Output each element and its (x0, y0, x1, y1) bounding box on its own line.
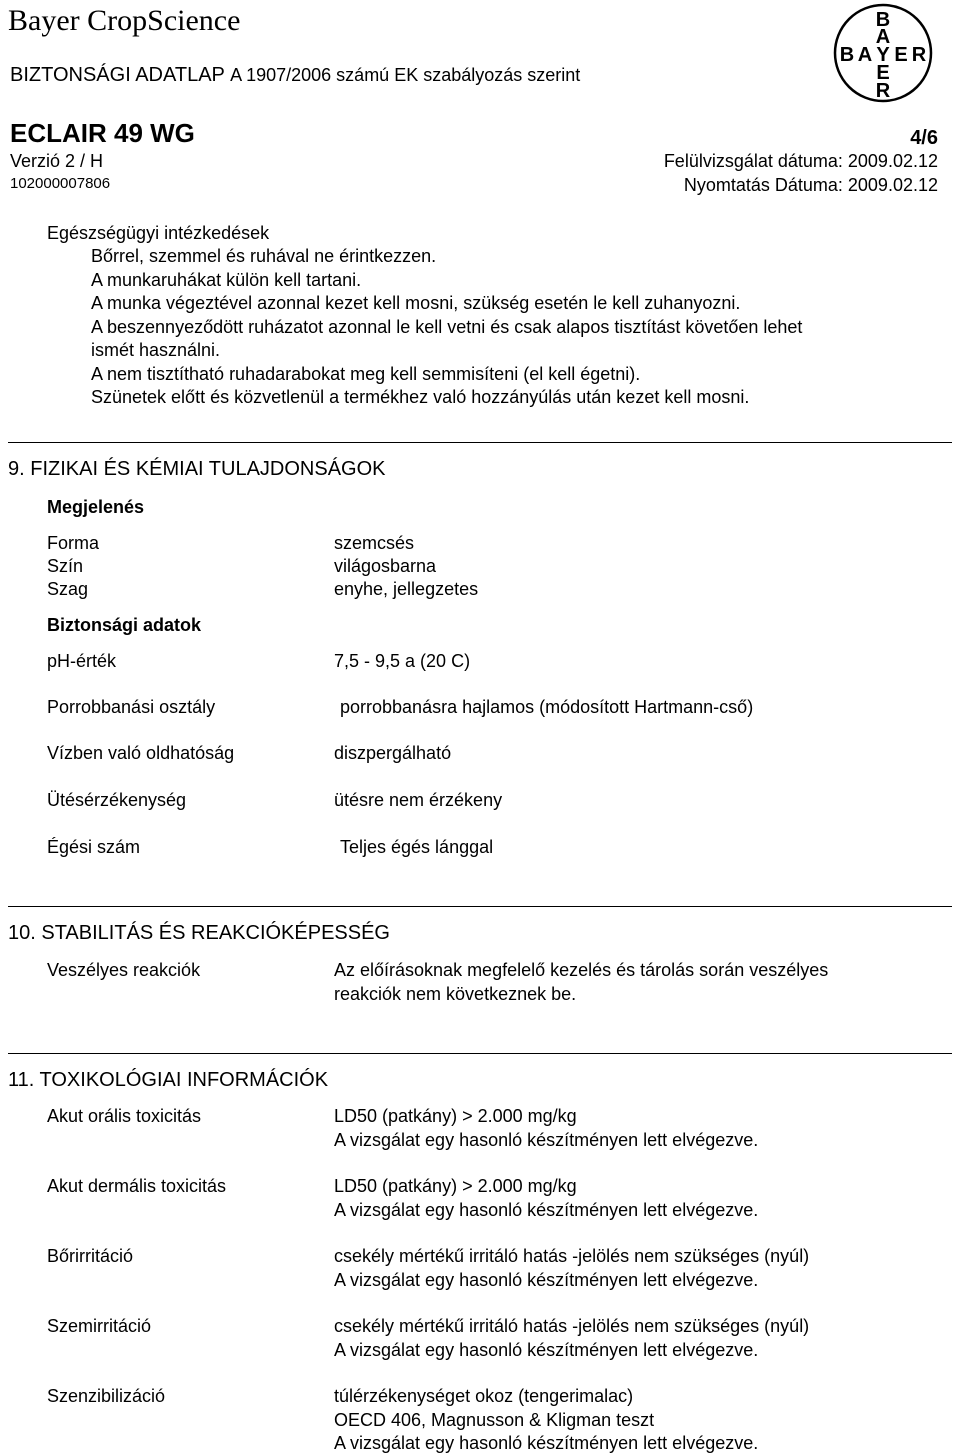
print-date: Nyomtatás Dátuma: 2009.02.12 (683, 175, 938, 195)
logo-letter-2: A (875, 26, 891, 48)
section-9-title: 9. FIZIKAI ÉS KÉMIAI TULAJDONSÁGOK (8, 458, 386, 480)
logo-letter-4: E (876, 62, 890, 84)
oral-toxicity-label: Akut orális toxicitás (47, 1106, 202, 1126)
oral-toxicity-value (334, 1105, 758, 1152)
skin-irritation-label: Bőrirritáció (47, 1246, 134, 1266)
value-line: túlérzékenységet okoz (tengerimalac) (334, 1386, 634, 1406)
reactions-value-line: reakciók nem következnek be. (334, 984, 577, 1004)
value-line: LD50 (patkány) > 2.000 mg/kg (334, 1176, 577, 1196)
section-divider (8, 906, 952, 907)
dermal-toxicity-value (334, 1175, 758, 1222)
section-divider (8, 1053, 952, 1054)
dermal-toxicity-label: Akut dermális toxicitás (47, 1176, 227, 1196)
burn-label: Égési szám (47, 837, 141, 857)
product-name: ECLAIR 49 WG (10, 118, 195, 148)
impact-label: Ütésérzékenység (47, 790, 187, 810)
eye-irritation-value (334, 1315, 809, 1362)
value-line: csekély mértékű irritáló hatás -jelölés nem szükséges (nyúl) (334, 1316, 810, 1336)
logo-letter-row-5: R (911, 44, 927, 66)
value-line: A vizsgálat egy hasonló készítményen lett elvégezve. (334, 1433, 759, 1453)
eye-irritation-label: Szemirritáció (47, 1316, 152, 1336)
hygiene-line: A nem tisztítható ruhadarabokat meg kell semmisíteni (el kell égetni). (91, 363, 641, 384)
hygiene-line: A munka végeztével azonnal kezet kell mosni, szükség esetén le kell zuhanyozni. (91, 293, 741, 313)
hygiene-line: ismét használni. (91, 340, 221, 360)
product-code: 102000007806 (10, 175, 111, 192)
value-line: A vizsgálat egy hasonló készítményen lett elvégezve. (334, 1129, 759, 1150)
hygiene-line: A beszennyeződött ruházatot azonnal le kell vetni és csak alapos tisztítást követően lehet (91, 316, 803, 337)
color-label: Szín (47, 556, 84, 576)
logo-letter-row-1: B (839, 44, 855, 66)
value-line: LD50 (patkány) > 2.000 mg/kg (334, 1106, 577, 1126)
section-10-title: 10. STABILITÁS ÉS REAKCIÓKÉPESSÉG (8, 922, 390, 944)
logo-letter-top: B (875, 9, 891, 31)
hygiene-line: Szünetek előtt és közvetlenül a termékhez való hozzányúlás után kezet kell mosni. (91, 387, 750, 407)
section-11-title: 11. TOXIKOLÓGIAI INFORMÁCIÓK (8, 1069, 329, 1091)
logo-letter-row-3: Y (876, 44, 890, 66)
document-title (10, 64, 580, 87)
company-name: Bayer CropScience (8, 4, 241, 37)
appearance-heading: Megjelenés (47, 497, 145, 517)
dust-label: Porrobbanási osztály (47, 697, 216, 717)
form-label: Forma (47, 533, 100, 553)
value-line: csekély mértékű irritáló hatás -jelölés nem szükséges (nyúl) (334, 1246, 810, 1266)
bayer-logo-icon (832, 2, 934, 104)
value-line: OECD 406, Magnusson & Kligman teszt (334, 1409, 655, 1430)
hygiene-line: A munkaruhákat külön kell tartani. (91, 269, 362, 290)
odor-label: Szag (47, 579, 89, 599)
regulation-text: A 1907/2006 számú EK szabályozás szerint (230, 65, 581, 85)
value-line: A vizsgálat egy hasonló készítményen lett elvégezve. (334, 1339, 759, 1360)
hygiene-heading: Egészségügyi intézkedések (47, 223, 270, 243)
sensitization-label: Szenzibilizáció (47, 1386, 166, 1406)
logo-letter-bottom: R (875, 80, 891, 102)
impact-value: ütésre nem érzékeny (334, 790, 503, 810)
hygiene-lines (91, 245, 802, 410)
page-number: 4/6 (910, 127, 938, 149)
solubility-value: diszpergálható (334, 743, 452, 763)
doc-title-text: BIZTONSÁGI ADATLAP (10, 64, 225, 86)
revision-date: Felülvizsgálat dátuma: 2009.02.12 (663, 151, 938, 171)
version: Verzió 2 / H (10, 151, 104, 171)
hygiene-line: Bőrrel, szemmel és ruhával ne érintkezzen. (91, 246, 437, 266)
skin-irritation-value (334, 1245, 809, 1292)
ph-value: 7,5 - 9,5 a (20 C) (334, 651, 471, 671)
sensitization-value (334, 1385, 758, 1456)
reactions-label: Veszélyes reakciók (47, 960, 201, 980)
value-line: A vizsgálat egy hasonló készítményen lett elvégezve. (334, 1199, 759, 1220)
color-value: világosbarna (334, 556, 437, 576)
ph-label: pH-érték (47, 651, 117, 671)
logo-letter-row-4: E (894, 44, 908, 66)
reactions-value-line: Az előírásoknak megfelelő kezelés és tárolás során veszélyes (334, 960, 829, 980)
logo-letter-row-2: A (857, 44, 873, 66)
burn-value: Teljes égés lánggal (340, 837, 494, 857)
value-line: A vizsgálat egy hasonló készítményen lett elvégezve. (334, 1269, 759, 1290)
dust-value: porrobbanásra hajlamos (módosított Hartmann-cső) (340, 697, 754, 717)
safety-heading: Biztonsági adatok (47, 615, 202, 635)
section-divider (8, 442, 952, 443)
odor-value: enyhe, jellegzetes (334, 579, 479, 599)
solubility-label: Vízben való oldhatóság (47, 743, 235, 763)
form-value: szemcsés (334, 533, 415, 553)
